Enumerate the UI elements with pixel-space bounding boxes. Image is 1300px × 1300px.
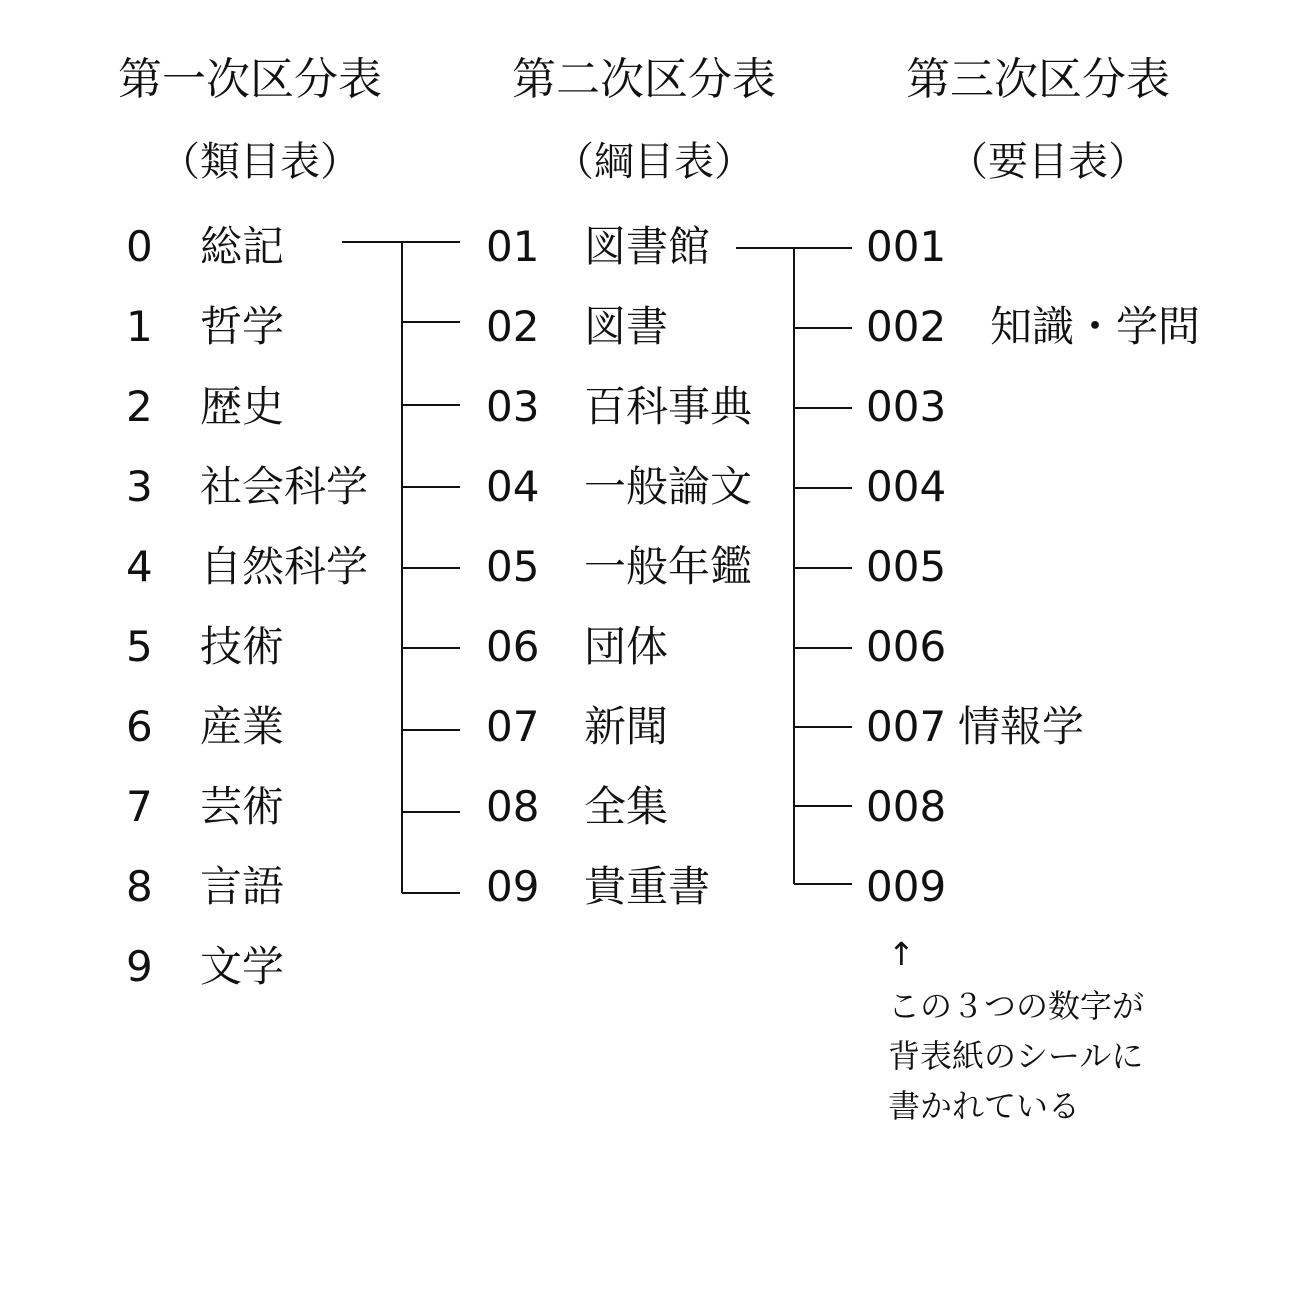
first-code: 0 [126, 222, 153, 271]
second-table-subtitle: （綱目表） [554, 139, 754, 185]
first-table-subtitle: （類目表） [160, 139, 360, 185]
note-line: この３つの数字が [888, 987, 1145, 1025]
second-label: 一般年鑑 [584, 542, 753, 591]
third-label: 知識・学問 [990, 302, 1201, 351]
second-code: 07 [486, 702, 540, 751]
third-code: 007 [866, 702, 947, 751]
third-code: 009 [866, 862, 947, 911]
third-code: 004 [866, 462, 947, 511]
second-code: 05 [486, 542, 540, 591]
second-code: 02 [486, 302, 540, 351]
second-code: 01 [486, 222, 540, 271]
first-label: 産業 [200, 702, 285, 751]
second-table-title: 第二次区分表 [512, 54, 776, 105]
note-line: 背表紙のシールに [888, 1037, 1144, 1075]
first-code: 8 [126, 862, 153, 911]
second-label: 全集 [584, 782, 669, 831]
third-code: 005 [866, 542, 947, 591]
first-label: 哲学 [200, 302, 285, 351]
second-label: 図書 [584, 302, 669, 351]
second-code: 03 [486, 382, 540, 431]
first-table-title: 第一次区分表 [118, 54, 382, 105]
third-code: 003 [866, 382, 947, 431]
up-arrow-icon: ↑ [888, 935, 915, 973]
first-label: 技術 [200, 622, 285, 671]
first-label: 言語 [200, 862, 285, 911]
third-label: 情報学 [958, 702, 1085, 751]
first-code: 9 [126, 942, 153, 991]
first-label: 文学 [200, 942, 285, 991]
first-code: 7 [126, 782, 153, 831]
first-label: 芸術 [200, 782, 285, 831]
second-label: 図書館 [584, 222, 711, 271]
third-code: 008 [866, 782, 947, 831]
third-code: 002 [866, 302, 947, 351]
second-label: 団体 [584, 622, 669, 671]
third-code: 001 [866, 222, 947, 271]
first-code: 4 [126, 542, 153, 591]
first-label: 総記 [200, 222, 285, 271]
second-label: 新聞 [584, 702, 669, 751]
third-table-subtitle: （要目表） [948, 139, 1148, 185]
first-code: 1 [126, 302, 153, 351]
first-code: 2 [126, 382, 153, 431]
first-label: 歴史 [200, 382, 285, 431]
note-line: 書かれている [888, 1087, 1081, 1125]
first-label: 自然科学 [200, 542, 369, 591]
second-code: 06 [486, 622, 540, 671]
second-code: 09 [486, 862, 540, 911]
second-code: 04 [486, 462, 540, 511]
first-code: 5 [126, 622, 153, 671]
second-label: 一般論文 [584, 462, 753, 511]
second-label: 貴重書 [584, 862, 711, 911]
first-code: 6 [126, 702, 153, 751]
first-code: 3 [126, 462, 153, 511]
second-label: 百科事典 [584, 382, 753, 431]
third-code: 006 [866, 622, 947, 671]
second-code: 08 [486, 782, 540, 831]
third-table-title: 第三次区分表 [906, 54, 1170, 105]
first-label: 社会科学 [200, 462, 369, 511]
